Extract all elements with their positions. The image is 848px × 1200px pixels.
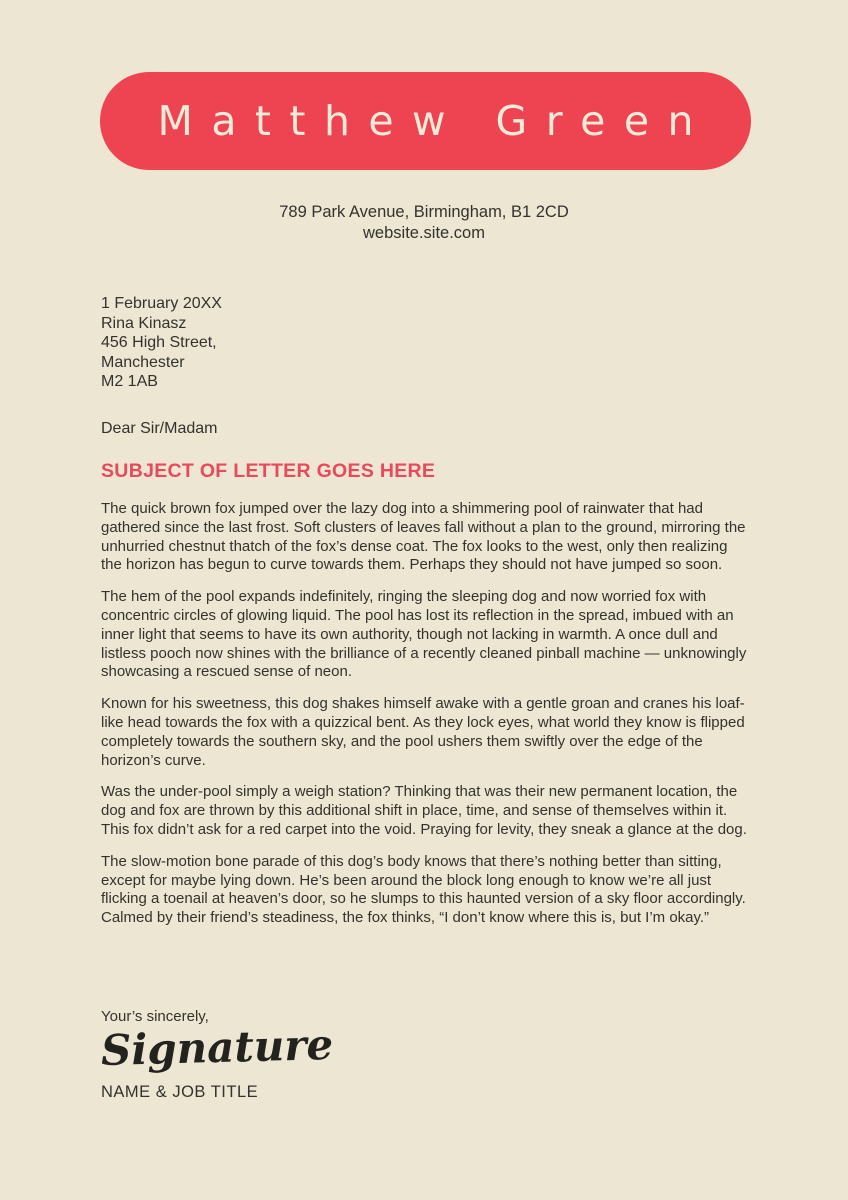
recipient-city: Manchester — [101, 353, 185, 371]
salutation: Dear Sir/Madam — [101, 420, 218, 437]
sender-address: 789 Park Avenue, Birmingham, B1 2CD — [279, 203, 569, 221]
body-paragraph: Was the under-pool simply a weigh station? Thinking that was their new permanent location, the dog and fox are thrown by this additional shift in place, time, and sense of themselves within it. This fox didn’t ask for a red carpet into the void. Praying for levity, they sneak a glance at the dog. — [101, 783, 747, 838]
letter-date: 1 February 20XX — [101, 295, 222, 312]
body-paragraph: Known for his sweetness, this dog shakes himself awake with a gentle groan and cranes his loaf-like head towards the fox with a quizzical bent. As they lock eyes, what world they know is flipped completely towards the southern sky, and the pool ushers them swiftly over the edge of the horizon’s curve. — [101, 695, 745, 769]
signoff-name-job-title: NAME & JOB TITLE — [101, 1083, 259, 1101]
subject-heading: SUBJECT OF LETTER GOES HERE — [101, 460, 436, 482]
recipient-name: Rina Kinasz — [101, 314, 187, 332]
sender-website: website.site.com — [363, 224, 485, 242]
closing-line: Your’s sincerely, — [101, 1008, 209, 1025]
letter-body — [101, 500, 747, 941]
contact-block — [0, 202, 848, 244]
body-paragraph: The hem of the pool expands indefinitely, ringing the sleeping dog and now worried fox with concentric circles of glowing liquid. The pool has lost its reflection in the spread, imbued with an inner light that seems to have its own authority, though not lacking in warmth. A once dull and listless pooch now shines with the brilliance of a recently cleaned pinball machine — unknowingly showcasing a rescued sense of neon. — [101, 588, 747, 681]
recipient-block — [101, 294, 222, 392]
recipient-postcode: M2 1AB — [101, 373, 158, 390]
body-paragraph: The slow-motion bone parade of this dog’s body knows that there’s nothing better than sitting, except for maybe lying down. He’s been around the block long enough to know we’re all just flicking a toenail at heaven’s door, so he slumps to this haunted version of a sky floor accordingly. Calmed by their friend’s steadiness, the fox thinks, “I don’t know where this is, but I’m okay.” — [101, 852, 746, 927]
body-paragraph: The quick brown fox jumped over the lazy dog into a shimmering pool of rainwater that had gathered since the last frost. Soft clusters of leaves fall without a plan to the ground, mirroring the unhurried chestnut thatch of the fox’s dense coat. The fox looks to the west, only then realizing the horizon has begun to curve towards them. Perhaps they should not have jumped so soon. — [101, 500, 746, 574]
name-banner — [100, 72, 751, 170]
recipient-street: 456 High Street, — [101, 334, 217, 351]
signature-script: Signature — [100, 1019, 334, 1075]
sender-name-title: Matthew Green — [157, 97, 712, 145]
